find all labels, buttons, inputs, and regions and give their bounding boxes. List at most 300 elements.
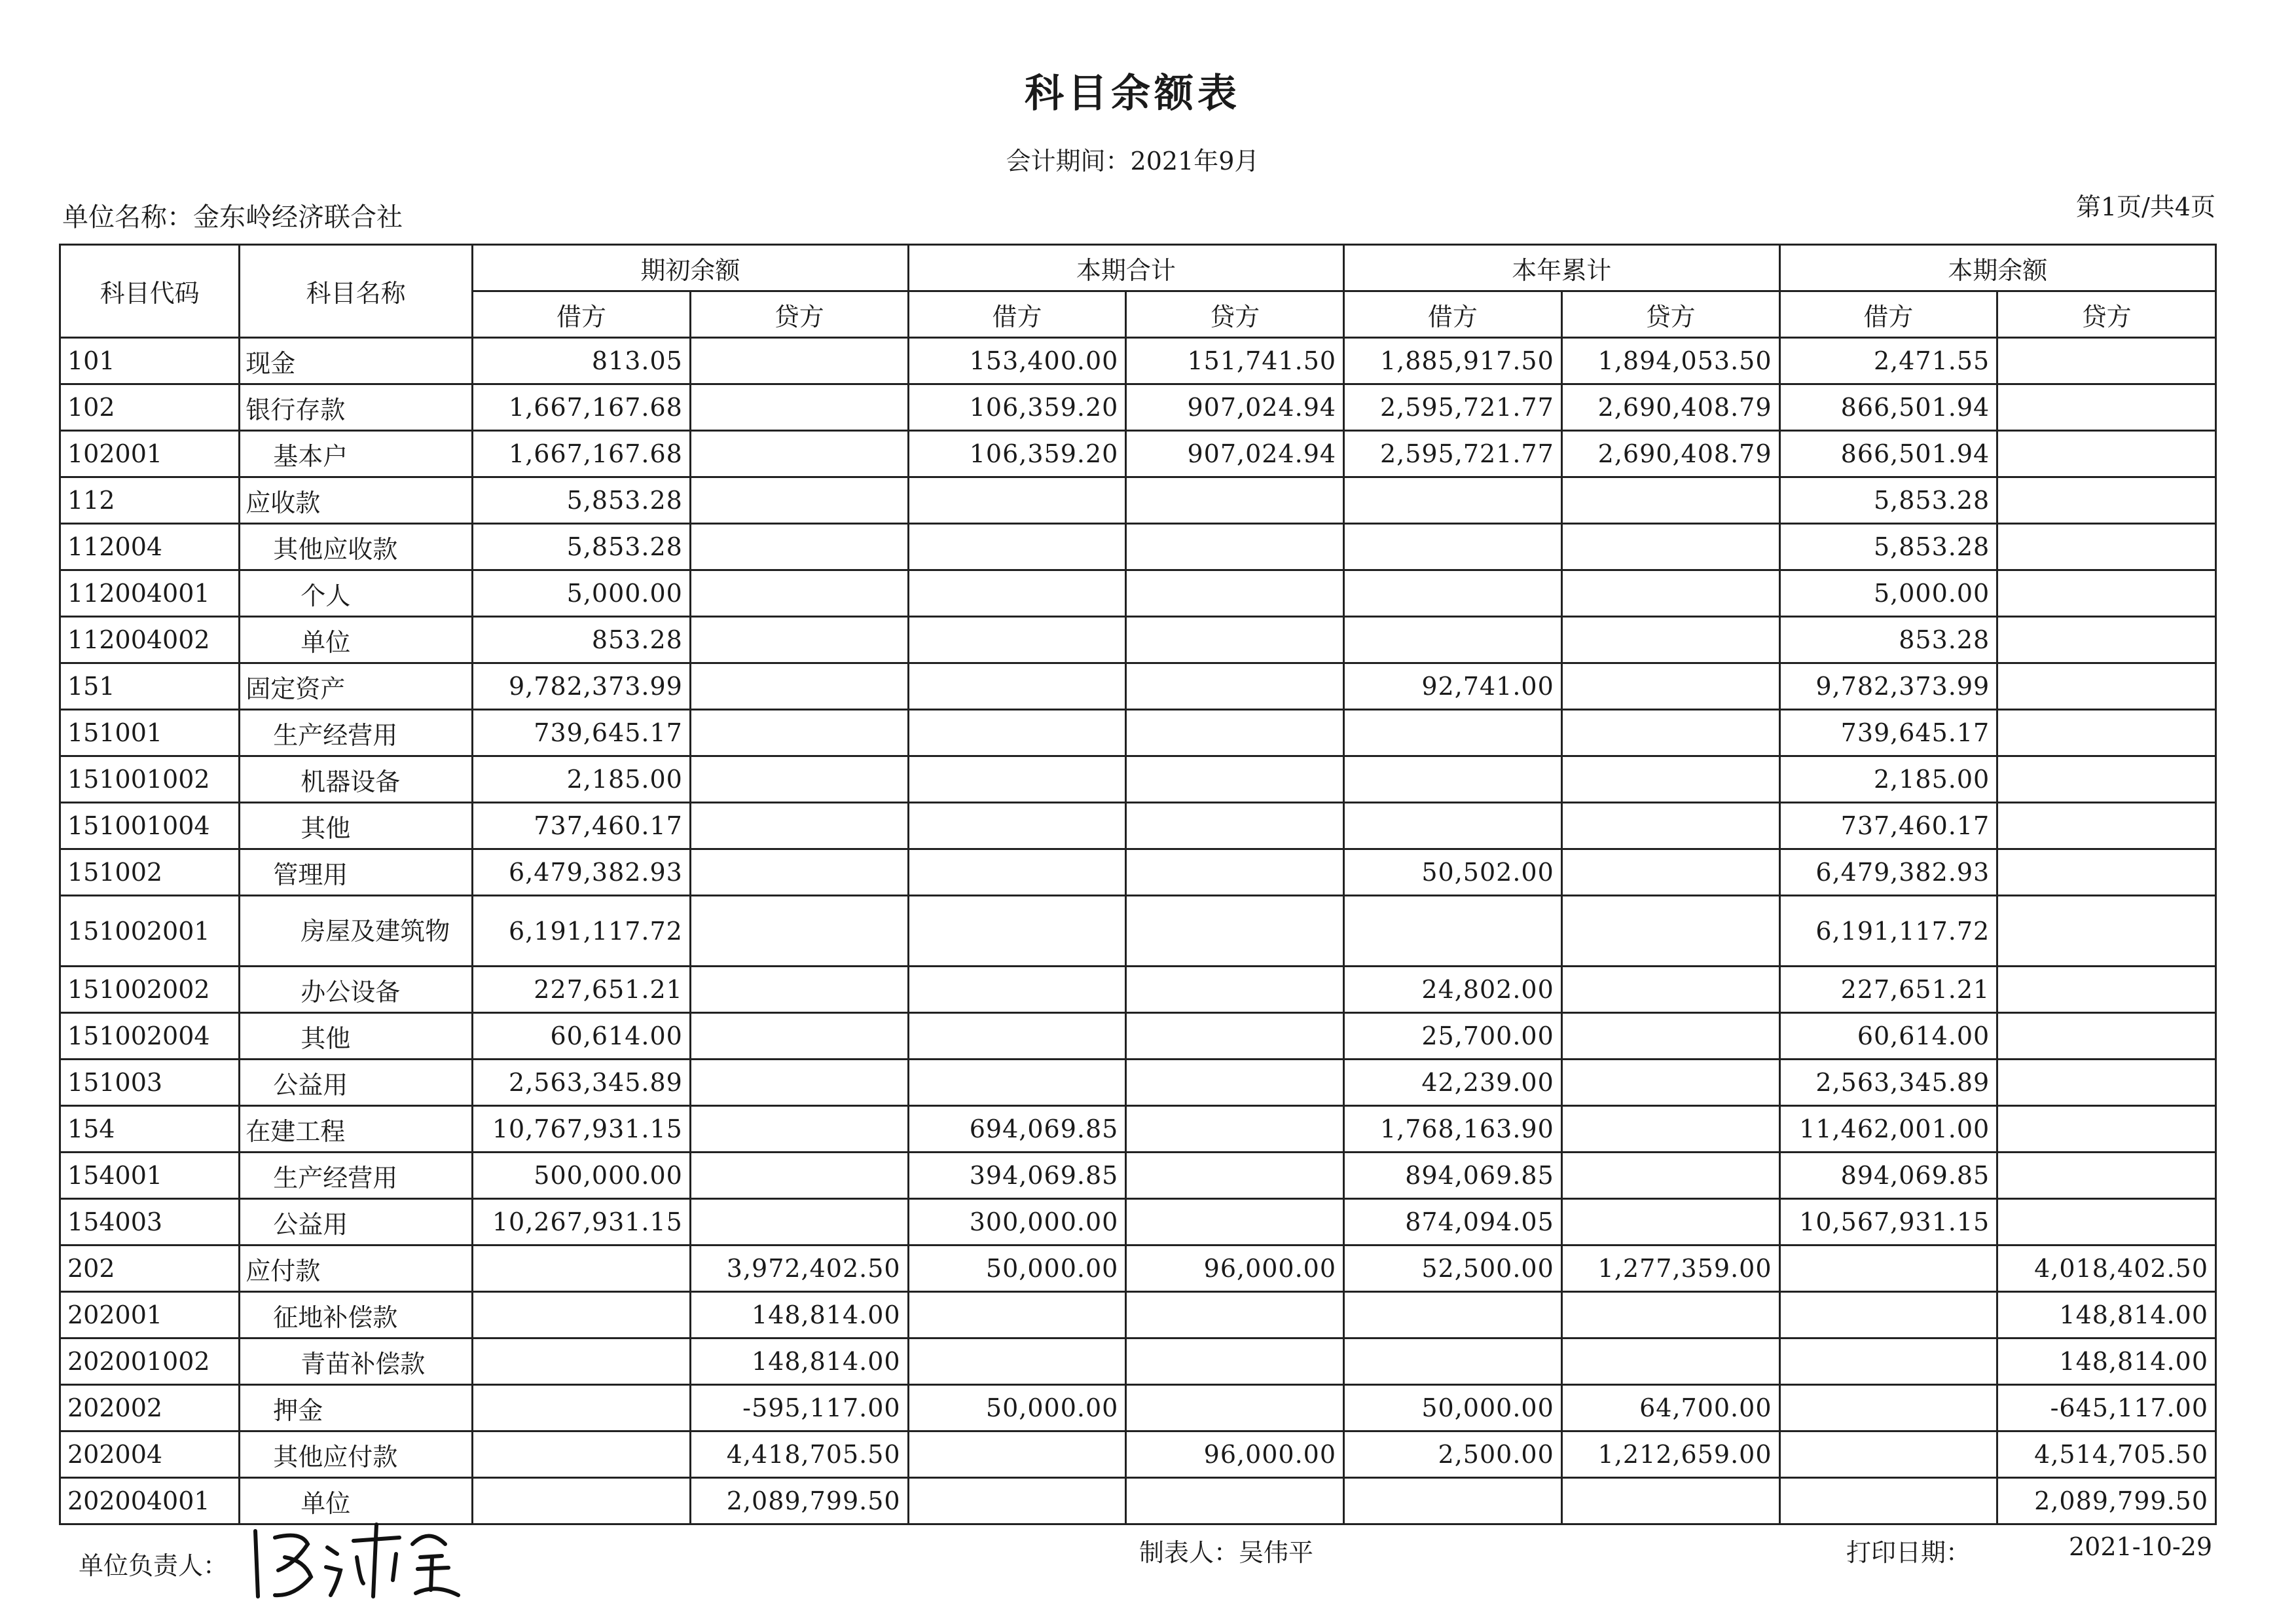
closing-debit-cell bbox=[1779, 1478, 1997, 1524]
ytd-credit-cell bbox=[1561, 1106, 1779, 1153]
period-credit-cell: 96,000.00 bbox=[1126, 1431, 1344, 1478]
ytd-debit-cell bbox=[1344, 570, 1562, 617]
opening-credit-cell bbox=[690, 384, 908, 431]
opening-debit-cell: 5,000.00 bbox=[473, 570, 691, 617]
ytd-credit-cell: 64,700.00 bbox=[1561, 1385, 1779, 1431]
closing-credit-cell bbox=[1997, 617, 2216, 663]
table-row bbox=[60, 1060, 2216, 1106]
opening-credit-cell bbox=[690, 710, 908, 756]
ytd-credit-cell bbox=[1561, 756, 1779, 803]
opening-credit-cell bbox=[690, 1106, 908, 1153]
closing-debit-cell bbox=[1779, 1431, 1997, 1478]
period-credit-cell: 96,000.00 bbox=[1126, 1246, 1344, 1292]
opening-debit-cell: 500,000.00 bbox=[473, 1153, 691, 1199]
table-row bbox=[60, 1431, 2216, 1478]
account-name: 银行存款 bbox=[240, 384, 473, 431]
header-closing-balance: 本期余额 bbox=[1779, 245, 2216, 291]
period-debit-cell: 50,000.00 bbox=[908, 1385, 1126, 1431]
opening-debit-cell: 227,651.21 bbox=[473, 967, 691, 1013]
ytd-debit-cell bbox=[1344, 756, 1562, 803]
closing-debit-cell: 11,462,001.00 bbox=[1779, 1106, 1997, 1153]
table-row bbox=[60, 1292, 2216, 1338]
opening-debit-cell: 6,191,117.72 bbox=[473, 896, 691, 967]
table-row bbox=[60, 1013, 2216, 1060]
account-name: 应收款 bbox=[240, 477, 473, 524]
table-row bbox=[60, 1199, 2216, 1246]
table-row bbox=[60, 1385, 2216, 1431]
ytd-credit-cell bbox=[1561, 477, 1779, 524]
opening-credit-cell bbox=[690, 570, 908, 617]
period-credit-cell bbox=[1126, 663, 1344, 710]
ytd-credit-cell: 2,690,408.79 bbox=[1561, 431, 1779, 477]
ytd-debit-cell: 2,595,721.77 bbox=[1344, 384, 1562, 431]
table-row bbox=[60, 384, 2216, 431]
closing-debit-cell bbox=[1779, 1385, 1997, 1431]
closing-credit-cell bbox=[1997, 967, 2216, 1013]
ytd-debit-cell bbox=[1344, 524, 1562, 570]
account-code: 151001002 bbox=[60, 756, 240, 803]
closing-credit-cell bbox=[1997, 570, 2216, 617]
table-maker: 制表人：吴伟平 bbox=[1139, 1538, 1314, 1567]
closing-credit-cell bbox=[1997, 1106, 2216, 1153]
account-code: 102001 bbox=[60, 431, 240, 477]
period-credit-cell bbox=[1126, 1199, 1344, 1246]
account-name: 现金 bbox=[240, 338, 473, 384]
opening-debit-cell bbox=[473, 1478, 691, 1524]
table-row bbox=[60, 967, 2216, 1013]
page-indicator: 第1页/共4页 bbox=[2075, 193, 2215, 221]
print-date: 2021-10-29 bbox=[2069, 1532, 2213, 1561]
closing-credit-cell: 4,018,402.50 bbox=[1997, 1246, 2216, 1292]
period-debit-cell bbox=[908, 477, 1126, 524]
table-row bbox=[60, 663, 2216, 710]
ytd-credit-cell bbox=[1561, 570, 1779, 617]
table-row bbox=[60, 477, 2216, 524]
table-row bbox=[60, 1478, 2216, 1524]
ytd-credit-cell: 1,894,053.50 bbox=[1561, 338, 1779, 384]
closing-debit-cell: 5,000.00 bbox=[1779, 570, 1997, 617]
account-name: 生产经营用 bbox=[240, 1153, 473, 1199]
ytd-debit-cell: 50,502.00 bbox=[1344, 849, 1562, 896]
period-credit-cell bbox=[1126, 617, 1344, 663]
period-debit-cell bbox=[908, 524, 1126, 570]
ytd-debit-cell: 24,802.00 bbox=[1344, 967, 1562, 1013]
report-title: 科目余额表 bbox=[1025, 71, 1241, 117]
closing-credit-cell: -645,117.00 bbox=[1997, 1385, 2216, 1431]
table-row bbox=[60, 803, 2216, 849]
period-credit-cell bbox=[1126, 803, 1344, 849]
opening-credit-cell bbox=[690, 431, 908, 477]
header-debit: 借方 bbox=[1344, 291, 1562, 338]
ytd-debit-cell bbox=[1344, 896, 1562, 967]
header-credit: 贷方 bbox=[1126, 291, 1344, 338]
account-name: 机器设备 bbox=[240, 756, 473, 803]
account-code: 151003 bbox=[60, 1060, 240, 1106]
header-account-code: 科目代码 bbox=[60, 245, 240, 338]
accounting-period: 会计期间：2021年9月 bbox=[1006, 147, 1260, 175]
closing-credit-cell: 2,089,799.50 bbox=[1997, 1478, 2216, 1524]
table-row bbox=[60, 756, 2216, 803]
opening-credit-cell bbox=[690, 967, 908, 1013]
closing-credit-cell bbox=[1997, 1060, 2216, 1106]
header-credit: 贷方 bbox=[1561, 291, 1779, 338]
ytd-credit-cell: 2,690,408.79 bbox=[1561, 384, 1779, 431]
opening-debit-cell bbox=[473, 1292, 691, 1338]
period-debit-cell bbox=[908, 1478, 1126, 1524]
opening-debit-cell bbox=[473, 1338, 691, 1385]
period-debit-cell bbox=[908, 1013, 1126, 1060]
ytd-credit-cell bbox=[1561, 849, 1779, 896]
account-code: 112004 bbox=[60, 524, 240, 570]
ytd-debit-cell: 50,000.00 bbox=[1344, 1385, 1562, 1431]
ytd-debit-cell: 2,500.00 bbox=[1344, 1431, 1562, 1478]
account-name: 单位 bbox=[240, 617, 473, 663]
opening-debit-cell: 6,479,382.93 bbox=[473, 849, 691, 896]
closing-credit-cell bbox=[1997, 524, 2216, 570]
period-debit-cell bbox=[908, 803, 1126, 849]
closing-debit-cell: 10,567,931.15 bbox=[1779, 1199, 1997, 1246]
closing-debit-cell: 2,563,345.89 bbox=[1779, 1060, 1997, 1106]
opening-debit-cell: 739,645.17 bbox=[473, 710, 691, 756]
account-name: 公益用 bbox=[240, 1199, 473, 1246]
header-account-name: 科目名称 bbox=[240, 245, 473, 338]
header-opening-balance: 期初余额 bbox=[473, 245, 908, 291]
opening-credit-cell: 3,972,402.50 bbox=[690, 1246, 908, 1292]
period-credit-cell bbox=[1126, 967, 1344, 1013]
table-row bbox=[60, 431, 2216, 477]
opening-debit-cell: 1,667,167.68 bbox=[473, 384, 691, 431]
period-debit-cell bbox=[908, 896, 1126, 967]
period-credit-cell bbox=[1126, 1106, 1344, 1153]
account-name: 办公设备 bbox=[240, 967, 473, 1013]
closing-credit-cell bbox=[1997, 477, 2216, 524]
ytd-debit-cell: 2,595,721.77 bbox=[1344, 431, 1562, 477]
ytd-credit-cell bbox=[1561, 1199, 1779, 1246]
closing-credit-cell bbox=[1997, 803, 2216, 849]
account-name: 个人 bbox=[240, 570, 473, 617]
period-credit-cell bbox=[1126, 570, 1344, 617]
opening-debit-cell bbox=[473, 1385, 691, 1431]
account-code: 102 bbox=[60, 384, 240, 431]
ytd-debit-cell: 1,885,917.50 bbox=[1344, 338, 1562, 384]
ytd-credit-cell bbox=[1561, 1153, 1779, 1199]
table-row bbox=[60, 524, 2216, 570]
opening-credit-cell bbox=[690, 338, 908, 384]
account-code: 151001004 bbox=[60, 803, 240, 849]
closing-debit-cell: 6,479,382.93 bbox=[1779, 849, 1997, 896]
account-code: 202004001 bbox=[60, 1478, 240, 1524]
ytd-debit-cell: 42,239.00 bbox=[1344, 1060, 1562, 1106]
table-row bbox=[60, 1106, 2216, 1153]
closing-debit-cell: 5,853.28 bbox=[1779, 524, 1997, 570]
opening-debit-cell bbox=[473, 1431, 691, 1478]
account-name: 征地补偿款 bbox=[240, 1292, 473, 1338]
table-row bbox=[60, 570, 2216, 617]
opening-credit-cell bbox=[690, 1013, 908, 1060]
account-code: 202 bbox=[60, 1246, 240, 1292]
header-debit: 借方 bbox=[473, 291, 691, 338]
opening-credit-cell bbox=[690, 896, 908, 967]
print-date-label: 打印日期： bbox=[1846, 1538, 1971, 1567]
account-code: 151001 bbox=[60, 710, 240, 756]
closing-credit-cell bbox=[1997, 663, 2216, 710]
ytd-debit-cell bbox=[1344, 803, 1562, 849]
account-name: 押金 bbox=[240, 1385, 473, 1431]
period-credit-cell bbox=[1126, 710, 1344, 756]
ytd-debit-cell bbox=[1344, 710, 1562, 756]
ytd-debit-cell bbox=[1344, 617, 1562, 663]
closing-debit-cell: 2,471.55 bbox=[1779, 338, 1997, 384]
opening-credit-cell bbox=[690, 803, 908, 849]
period-debit-cell: 394,069.85 bbox=[908, 1153, 1126, 1199]
period-debit-cell bbox=[908, 663, 1126, 710]
account-name: 公益用 bbox=[240, 1060, 473, 1106]
closing-debit-cell bbox=[1779, 1292, 1997, 1338]
closing-debit-cell bbox=[1779, 1338, 1997, 1385]
closing-debit-cell: 739,645.17 bbox=[1779, 710, 1997, 756]
opening-debit-cell: 737,460.17 bbox=[473, 803, 691, 849]
opening-debit-cell bbox=[473, 1246, 691, 1292]
account-code: 151 bbox=[60, 663, 240, 710]
period-credit-cell: 907,024.94 bbox=[1126, 384, 1344, 431]
account-code: 151002 bbox=[60, 849, 240, 896]
account-name: 单位 bbox=[240, 1478, 473, 1524]
opening-credit-cell bbox=[690, 477, 908, 524]
period-debit-cell bbox=[908, 849, 1126, 896]
account-code: 202001 bbox=[60, 1292, 240, 1338]
balance-table bbox=[59, 244, 2217, 1525]
unit-head-label: 单位负责人： bbox=[79, 1551, 228, 1580]
account-name: 其他 bbox=[240, 1013, 473, 1060]
ytd-debit-cell bbox=[1344, 1338, 1562, 1385]
ytd-credit-cell bbox=[1561, 617, 1779, 663]
account-code: 151002002 bbox=[60, 967, 240, 1013]
table-row bbox=[60, 1338, 2216, 1385]
closing-debit-cell: 227,651.21 bbox=[1779, 967, 1997, 1013]
header-debit: 借方 bbox=[908, 291, 1126, 338]
ytd-credit-cell: 1,277,359.00 bbox=[1561, 1246, 1779, 1292]
period-credit-cell bbox=[1126, 1060, 1344, 1106]
ytd-debit-cell: 25,700.00 bbox=[1344, 1013, 1562, 1060]
closing-credit-cell: 4,514,705.50 bbox=[1997, 1431, 2216, 1478]
period-debit-cell bbox=[908, 1338, 1126, 1385]
closing-credit-cell bbox=[1997, 1153, 2216, 1199]
ytd-debit-cell bbox=[1344, 477, 1562, 524]
closing-credit-cell: 148,814.00 bbox=[1997, 1292, 2216, 1338]
opening-debit-cell: 813.05 bbox=[473, 338, 691, 384]
header-period-total: 本期合计 bbox=[908, 245, 1343, 291]
closing-debit-cell: 853.28 bbox=[1779, 617, 1997, 663]
table-row bbox=[60, 849, 2216, 896]
ytd-debit-cell bbox=[1344, 1292, 1562, 1338]
opening-credit-cell bbox=[690, 1199, 908, 1246]
period-debit-cell: 106,359.20 bbox=[908, 384, 1126, 431]
closing-credit-cell bbox=[1997, 896, 2216, 967]
period-credit-cell bbox=[1126, 1153, 1344, 1199]
period-credit-cell bbox=[1126, 1478, 1344, 1524]
period-credit-cell bbox=[1126, 477, 1344, 524]
closing-debit-cell bbox=[1779, 1246, 1997, 1292]
account-code: 112004002 bbox=[60, 617, 240, 663]
account-code: 154 bbox=[60, 1106, 240, 1153]
period-credit-cell: 151,741.50 bbox=[1126, 338, 1344, 384]
ytd-debit-cell: 92,741.00 bbox=[1344, 663, 1562, 710]
period-credit-cell bbox=[1126, 756, 1344, 803]
header-credit: 贷方 bbox=[1997, 291, 2216, 338]
account-code: 202004 bbox=[60, 1431, 240, 1478]
ytd-debit-cell: 1,768,163.90 bbox=[1344, 1106, 1562, 1153]
opening-debit-cell: 60,614.00 bbox=[473, 1013, 691, 1060]
opening-credit-cell bbox=[690, 663, 908, 710]
ytd-credit-cell bbox=[1561, 710, 1779, 756]
opening-credit-cell bbox=[690, 617, 908, 663]
account-name: 其他 bbox=[240, 803, 473, 849]
account-code: 112 bbox=[60, 477, 240, 524]
period-debit-cell bbox=[908, 756, 1126, 803]
account-name: 在建工程 bbox=[240, 1106, 473, 1153]
table-row bbox=[60, 1246, 2216, 1292]
ytd-credit-cell bbox=[1561, 896, 1779, 967]
period-debit-cell: 106,359.20 bbox=[908, 431, 1126, 477]
balance-table-body bbox=[60, 338, 2216, 1524]
period-credit-cell bbox=[1126, 1338, 1344, 1385]
closing-credit-cell bbox=[1997, 756, 2216, 803]
header-year-to-date: 本年累计 bbox=[1344, 245, 1779, 291]
opening-debit-cell: 1,667,167.68 bbox=[473, 431, 691, 477]
closing-debit-cell: 894,069.85 bbox=[1779, 1153, 1997, 1199]
closing-credit-cell bbox=[1997, 710, 2216, 756]
closing-credit-cell bbox=[1997, 338, 2216, 384]
opening-credit-cell bbox=[690, 1060, 908, 1106]
opening-credit-cell: -595,117.00 bbox=[690, 1385, 908, 1431]
ytd-credit-cell bbox=[1561, 1338, 1779, 1385]
period-credit-cell bbox=[1126, 849, 1344, 896]
opening-credit-cell bbox=[690, 1153, 908, 1199]
period-debit-cell bbox=[908, 570, 1126, 617]
ytd-debit-cell bbox=[1344, 1478, 1562, 1524]
table-row bbox=[60, 338, 2216, 384]
ytd-credit-cell bbox=[1561, 524, 1779, 570]
account-name: 青苗补偿款 bbox=[240, 1338, 473, 1385]
period-debit-cell bbox=[908, 710, 1126, 756]
opening-debit-cell: 853.28 bbox=[473, 617, 691, 663]
ytd-credit-cell bbox=[1561, 1292, 1779, 1338]
account-code: 151002004 bbox=[60, 1013, 240, 1060]
account-name: 其他应收款 bbox=[240, 524, 473, 570]
ytd-credit-cell bbox=[1561, 663, 1779, 710]
opening-debit-cell: 10,767,931.15 bbox=[473, 1106, 691, 1153]
closing-credit-cell: 148,814.00 bbox=[1997, 1338, 2216, 1385]
opening-credit-cell: 148,814.00 bbox=[690, 1292, 908, 1338]
period-debit-cell: 50,000.00 bbox=[908, 1246, 1126, 1292]
period-debit-cell bbox=[908, 967, 1126, 1013]
ytd-credit-cell bbox=[1561, 1478, 1779, 1524]
ytd-debit-cell: 874,094.05 bbox=[1344, 1199, 1562, 1246]
table-row bbox=[60, 1153, 2216, 1199]
ytd-credit-cell bbox=[1561, 803, 1779, 849]
opening-debit-cell: 5,853.28 bbox=[473, 477, 691, 524]
account-name: 房屋及建筑物 bbox=[240, 896, 473, 967]
account-code: 151002001 bbox=[60, 896, 240, 967]
period-credit-cell bbox=[1126, 1013, 1344, 1060]
account-name: 固定资产 bbox=[240, 663, 473, 710]
opening-debit-cell: 9,782,373.99 bbox=[473, 663, 691, 710]
table-row bbox=[60, 896, 2216, 967]
handwritten-signature bbox=[249, 1518, 471, 1603]
closing-debit-cell: 9,782,373.99 bbox=[1779, 663, 1997, 710]
closing-credit-cell bbox=[1997, 849, 2216, 896]
header-credit: 贷方 bbox=[690, 291, 908, 338]
closing-debit-cell: 60,614.00 bbox=[1779, 1013, 1997, 1060]
closing-debit-cell: 737,460.17 bbox=[1779, 803, 1997, 849]
opening-credit-cell: 4,418,705.50 bbox=[690, 1431, 908, 1478]
closing-debit-cell: 2,185.00 bbox=[1779, 756, 1997, 803]
period-credit-cell bbox=[1126, 1292, 1344, 1338]
account-name: 生产经营用 bbox=[240, 710, 473, 756]
account-name: 应付款 bbox=[240, 1246, 473, 1292]
closing-credit-cell bbox=[1997, 431, 2216, 477]
opening-debit-cell: 2,563,345.89 bbox=[473, 1060, 691, 1106]
period-credit-cell: 907,024.94 bbox=[1126, 431, 1344, 477]
unit-name: 单位名称：金东岭经济联合社 bbox=[62, 202, 403, 232]
account-code: 101 bbox=[60, 338, 240, 384]
table-row bbox=[60, 617, 2216, 663]
closing-credit-cell bbox=[1997, 384, 2216, 431]
ytd-credit-cell bbox=[1561, 1060, 1779, 1106]
account-code: 154001 bbox=[60, 1153, 240, 1199]
ytd-credit-cell: 1,212,659.00 bbox=[1561, 1431, 1779, 1478]
account-name: 其他应付款 bbox=[240, 1431, 473, 1478]
opening-credit-cell: 148,814.00 bbox=[690, 1338, 908, 1385]
opening-debit-cell: 2,185.00 bbox=[473, 756, 691, 803]
opening-debit-cell: 10,267,931.15 bbox=[473, 1199, 691, 1246]
table-row bbox=[60, 710, 2216, 756]
period-credit-cell bbox=[1126, 1385, 1344, 1431]
period-credit-cell bbox=[1126, 524, 1344, 570]
closing-credit-cell bbox=[1997, 1199, 2216, 1246]
account-name: 基本户 bbox=[240, 431, 473, 477]
ytd-credit-cell bbox=[1561, 967, 1779, 1013]
closing-debit-cell: 5,853.28 bbox=[1779, 477, 1997, 524]
period-debit-cell bbox=[908, 1292, 1126, 1338]
opening-credit-cell bbox=[690, 524, 908, 570]
closing-credit-cell bbox=[1997, 1013, 2216, 1060]
account-code: 202002 bbox=[60, 1385, 240, 1431]
account-code: 154003 bbox=[60, 1199, 240, 1246]
opening-debit-cell: 5,853.28 bbox=[473, 524, 691, 570]
header-debit: 借方 bbox=[1779, 291, 1997, 338]
period-credit-cell bbox=[1126, 896, 1344, 967]
period-debit-cell: 694,069.85 bbox=[908, 1106, 1126, 1153]
closing-debit-cell: 866,501.94 bbox=[1779, 384, 1997, 431]
period-debit-cell bbox=[908, 1060, 1126, 1106]
account-code: 112004001 bbox=[60, 570, 240, 617]
closing-debit-cell: 866,501.94 bbox=[1779, 431, 1997, 477]
period-debit-cell: 153,400.00 bbox=[908, 338, 1126, 384]
closing-debit-cell: 6,191,117.72 bbox=[1779, 896, 1997, 967]
opening-credit-cell bbox=[690, 756, 908, 803]
period-debit-cell: 300,000.00 bbox=[908, 1199, 1126, 1246]
ytd-debit-cell: 894,069.85 bbox=[1344, 1153, 1562, 1199]
opening-credit-cell bbox=[690, 849, 908, 896]
period-debit-cell bbox=[908, 617, 1126, 663]
ytd-credit-cell bbox=[1561, 1013, 1779, 1060]
ytd-debit-cell: 52,500.00 bbox=[1344, 1246, 1562, 1292]
account-name: 管理用 bbox=[240, 849, 473, 896]
period-debit-cell bbox=[908, 1431, 1126, 1478]
account-code: 202001002 bbox=[60, 1338, 240, 1385]
opening-credit-cell: 2,089,799.50 bbox=[690, 1478, 908, 1524]
